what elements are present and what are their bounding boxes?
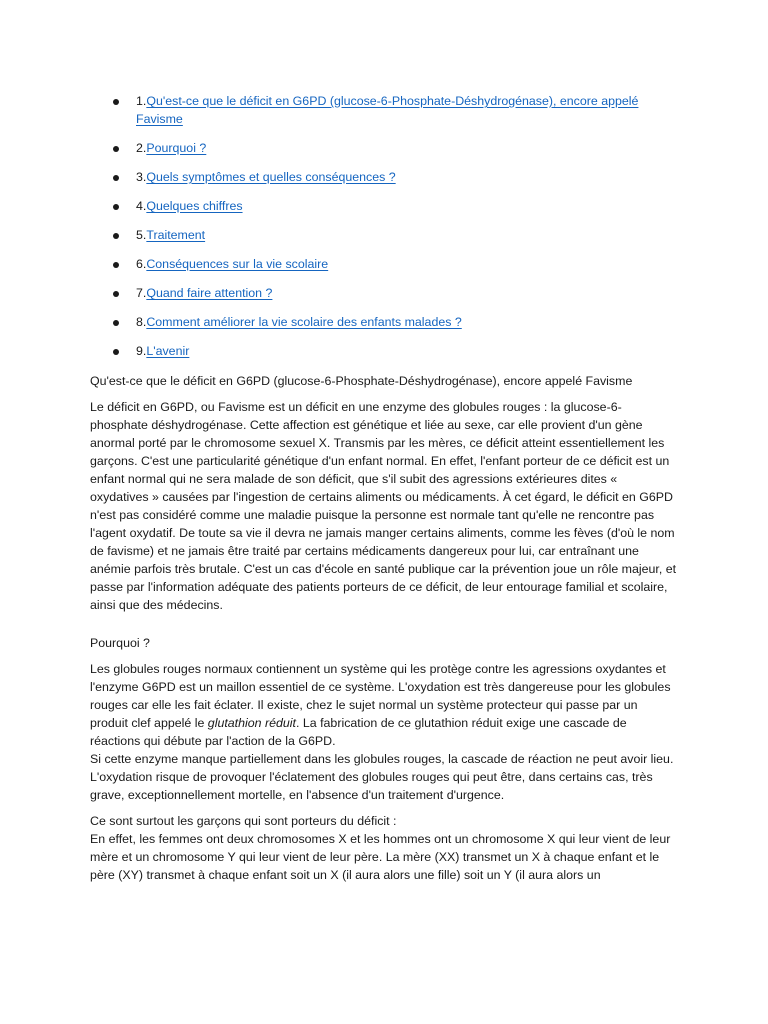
- text-span: Si cette enzyme manque partiellement dans les globules rouges, la cascade de réaction ne peut avoir lieu. L'oxydation risque de provoquer l'éclatement des globules rouges qui peut être, dans certains cas, très grave, exceptionnellement mortelle, en l'absence d'un traitement d'urgence.: [90, 752, 674, 802]
- toc-link-traitement[interactable]: Traitement: [146, 228, 206, 242]
- toc-link-avenir[interactable]: L'avenir: [146, 344, 190, 358]
- section-heading-definition: Qu'est-ce que le déficit en G6PD (glucose-6-Phosphate-Déshydrogénase), encore appelé Favisme: [90, 374, 633, 388]
- toc-number: 8.: [136, 315, 147, 329]
- emphasis-glutathion: glutathion réduit: [207, 716, 296, 730]
- toc-link-pourquoi[interactable]: Pourquoi ?: [146, 141, 207, 155]
- toc-number: 4.: [136, 199, 147, 213]
- paragraph-garcons: [90, 812, 678, 884]
- bullet-icon: [113, 291, 119, 297]
- text-span: En effet, les femmes ont deux chromosomes X et les hommes ont un chromosome X qui leur vient de leur mère et un chromosome Y qui leur vient de leur père. La mère (XX) transmet un X à chaque enfant et le père (XY) transmet à chaque enfant soit un X (il aura alors une fille) soit un Y (il aura alors un: [90, 832, 671, 882]
- toc-number: 5.: [136, 228, 147, 242]
- bullet-icon: [113, 349, 119, 355]
- bullet-icon: [113, 175, 119, 181]
- toc-link-vie-scolaire[interactable]: Conséquences sur la vie scolaire: [146, 257, 329, 271]
- bullet-icon: [113, 146, 119, 152]
- toc-item-5: [0, 226, 768, 244]
- toc-number: 3.: [136, 170, 147, 184]
- paragraph-definition: Le déficit en G6PD, ou Favisme est un déficit en une enzyme des globules rouges : la glucose-6-phosphate déshydrogénase. Cette affection est génétique et liée au sexe, car elle provient d'un gène anormal porté par le chromosome sexuel X. Transmis par les mères, ce déficit atteint essentiellement les garçons. C'est une particularité génétique d'un enfant normal. En effet, l'enfant porteur de ce déficit est un enfant normal qui ne sera malade de son déficit, que s'il subit des agressions extérieures dites « oxydatives » causées par l'ingestion de certains aliments ou médicaments. À cet égard, le déficit en G6PD n'est pas considéré comme une maladie puisque la personne est normale tant qu'elle ne rencontre pas l'agent oxydatif. De toute sa vie il devra ne jamais manger certains aliments, comme les fèves (d'où le nom de favisme) et ne jamais être traité par certains médicaments dangereux pour lui, car entraînant une anémie parfois très brutale. C'est un cas d'école en santé publique car la prévention joue un rôle majeur, et passe par l'information adéquate des patients porteurs de ce déficit, de leur entourage familial et scolaire, ainsi que des médecins.: [90, 400, 677, 612]
- bullet-icon: [113, 99, 119, 105]
- toc-item-4: [0, 197, 768, 215]
- toc-item-1: [0, 92, 768, 128]
- toc-link-chiffres[interactable]: Quelques chiffres: [146, 199, 243, 213]
- toc-link-ameliorer[interactable]: Comment améliorer la vie scolaire des enfants malades ?: [146, 315, 462, 329]
- bullet-icon: [113, 233, 119, 239]
- bullet-icon: [113, 204, 119, 210]
- article-body: [90, 372, 678, 892]
- section-heading-pourquoi: Pourquoi ?: [90, 636, 150, 650]
- toc-number: 7.: [136, 286, 147, 300]
- toc-number: 1.: [136, 94, 147, 108]
- toc-item-3: [0, 168, 768, 186]
- toc-item-9: [0, 342, 768, 360]
- toc-link-symptomes[interactable]: Quels symptômes et quelles conséquences ?: [146, 170, 396, 184]
- text-span: . La fabrication de ce glutathion réduit exige une cascade de réactions qui débute par l'action de la G6PD.: [90, 716, 627, 748]
- table-of-contents: [0, 92, 768, 371]
- text-span: Les globules rouges normaux contiennent un système qui les protège contre les agressions oxydantes et l'enzyme G6PD est un maillon essentiel de ce système. L'oxydation est très dangereuse pour les globules rouges car elle les fait éclater. Il existe, chez le sujet normal un système protecteur qui passe par un produit clef appelé le: [90, 662, 671, 730]
- toc-item-2: [0, 139, 768, 157]
- toc-number: 2.: [136, 141, 147, 155]
- bullet-icon: [113, 320, 119, 326]
- bullet-icon: [113, 262, 119, 268]
- toc-link-attention[interactable]: Quand faire attention ?: [146, 286, 273, 300]
- paragraph-pourquoi: [90, 660, 678, 804]
- toc-number: 9.: [136, 344, 147, 358]
- toc-number: 6.: [136, 257, 147, 271]
- text-span: Ce sont surtout les garçons qui sont porteurs du déficit :: [90, 814, 397, 828]
- toc-link-definition[interactable]: Qu'est-ce que le déficit en G6PD (glucose-6-Phosphate-Déshydrogénase), encore appelé Favisme: [136, 94, 639, 126]
- toc-item-6: [0, 255, 768, 273]
- toc-item-7: [0, 284, 768, 302]
- toc-item-8: [0, 313, 768, 331]
